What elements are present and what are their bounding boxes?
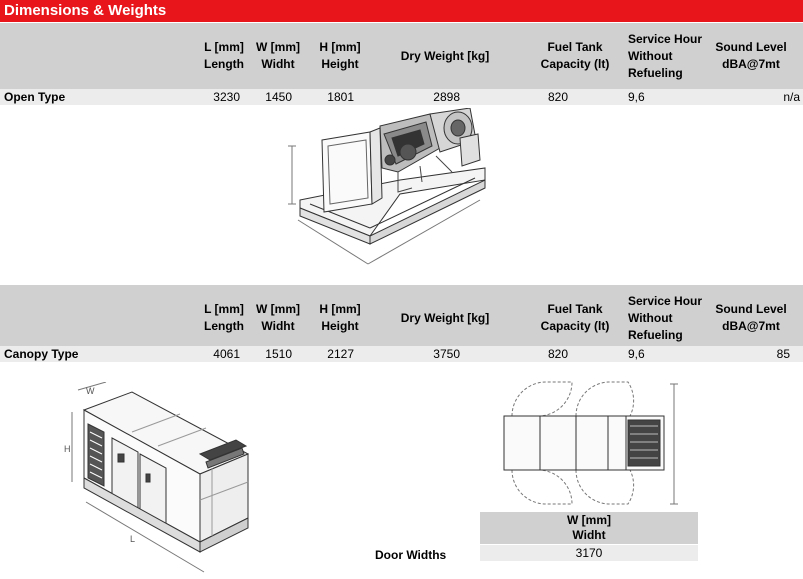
canopy-height: 2127: [327, 347, 354, 361]
canopy-weight: 3750: [433, 347, 460, 361]
open-type-row: [0, 89, 803, 105]
col-service-hour: Service Hour Without Refueling: [628, 31, 703, 80]
open-fuel: 820: [548, 90, 569, 104]
open-type-header: [0, 23, 803, 89]
col-height: H [mm] Height: [319, 302, 361, 333]
col-fuel-tank: Fuel Tank Capacity (lt): [540, 40, 610, 71]
door-widths-label: Door Widths: [375, 548, 447, 562]
col-sound-level: Sound Level dBA@7mt: [715, 302, 787, 333]
col-width: W [mm] Widht: [256, 40, 300, 71]
col-service-hour: Service Hour Without Refueling: [628, 293, 703, 342]
w-dim-label: W: [86, 386, 95, 396]
open-generator-drawing: [280, 108, 490, 270]
col-height: H [mm] Height: [319, 40, 361, 71]
canopy-type-header: [0, 285, 803, 351]
canopy-top-view-drawing: [500, 380, 690, 508]
canopy-generator-drawing: [60, 382, 260, 578]
col-sound-level: Sound Level dBA@7mt: [715, 40, 787, 71]
col-dry-weight: Dry Weight [kg]: [400, 310, 490, 325]
h-dim-label: H: [64, 444, 71, 454]
open-type-label: Open Type: [4, 90, 66, 104]
col-length: L [mm] Length: [204, 40, 244, 71]
canopy-type-label: Canopy Type: [4, 347, 79, 361]
open-sound: n/a: [783, 90, 800, 104]
col-width: W [mm] Widht: [256, 302, 300, 333]
canopy-fuel: 820: [548, 347, 569, 361]
door-widths-header: W [mm] Widht: [480, 512, 698, 544]
canopy-width: 1510: [265, 347, 292, 361]
open-length: 3230: [213, 90, 240, 104]
col-fuel-tank: Fuel Tank Capacity (lt): [540, 302, 610, 333]
open-width: 1450: [265, 90, 292, 104]
canopy-service: 9,6: [628, 347, 645, 361]
canopy-sound: 85: [776, 347, 790, 361]
canopy-length: 4061: [213, 347, 240, 361]
door-widths-value: 3170: [480, 545, 698, 561]
open-service: 9,6: [628, 90, 645, 104]
section-title: Dimensions & Weights: [0, 0, 803, 22]
col-dry-weight: Dry Weight [kg]: [400, 48, 490, 63]
open-weight: 2898: [433, 90, 460, 104]
col-length: L [mm] Length: [204, 302, 244, 333]
l-dim-label: L: [130, 534, 136, 544]
open-height: 1801: [327, 90, 354, 104]
canopy-type-row: [0, 346, 803, 362]
